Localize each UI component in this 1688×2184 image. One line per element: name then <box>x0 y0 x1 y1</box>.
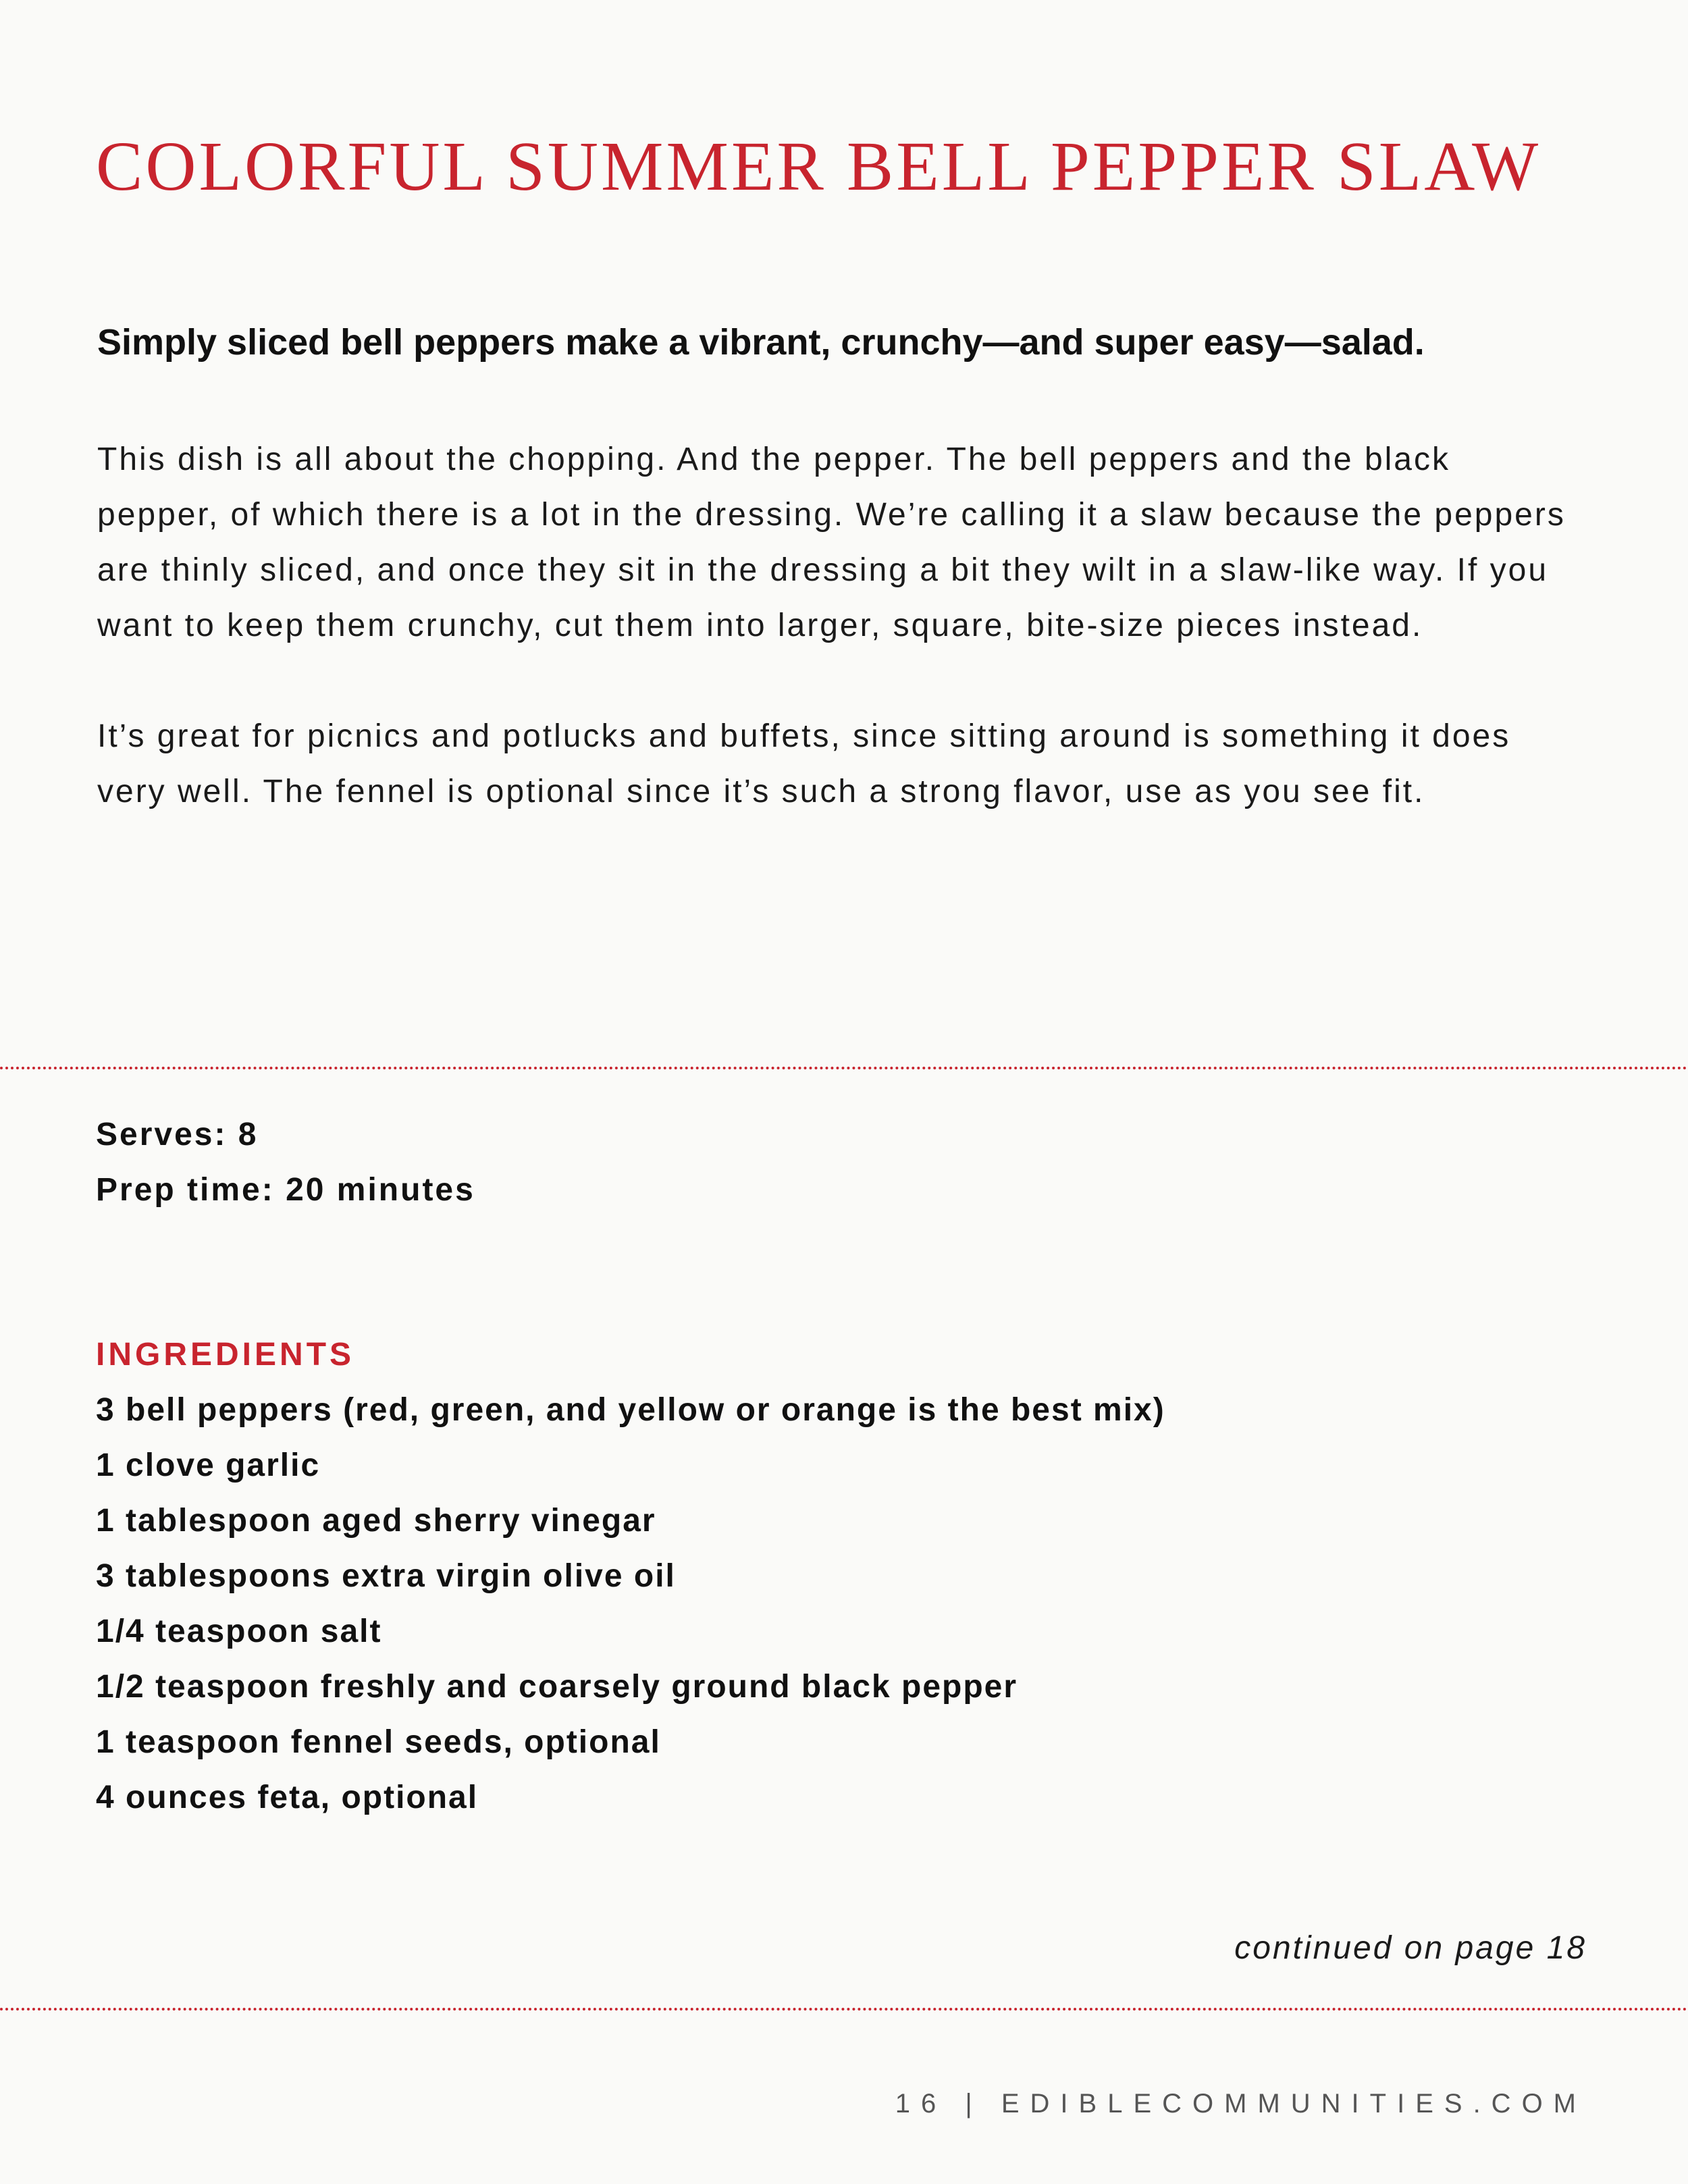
ingredients-section <box>96 1327 1165 1826</box>
ingredient-item: 1 tablespoon aged sherry vinegar <box>96 1503 656 1539</box>
page-number: 16 <box>895 2089 947 2119</box>
ingredient-item: 3 bell peppers (red, green, and yellow or orange is the best mix) <box>96 1392 1165 1428</box>
footer-separator: | <box>965 2089 983 2119</box>
intro-text <box>97 432 1583 875</box>
bottom-divider <box>0 2008 1688 2010</box>
ingredient-item: 3 tablespoons extra virgin olive oil <box>96 1558 676 1594</box>
ingredient-item: 1 clove garlic <box>96 1447 321 1483</box>
recipe-meta <box>96 1107 475 1218</box>
ingredient-item: 4 ounces feta, optional <box>96 1780 479 1815</box>
recipe-subtitle: Simply sliced bell peppers make a vibrant, crunchy—and super easy—salad. <box>97 322 1425 363</box>
top-divider <box>0 1067 1688 1069</box>
prep-time-label: Prep time: 20 minutes <box>96 1172 475 1208</box>
intro-paragraph: This dish is all about the chopping. And the pepper. The bell peppers and the black pepper, of which there is a lot in the dressing. We’re calling it a slaw because the peppers are thinly sliced, and once they sit in the dressing a bit they wilt in a slaw-like way. If you want to keep them crunchy, cut them into larger, square, bite-size pieces instead. <box>97 442 1566 643</box>
continued-link[interactable]: continued on page 18 <box>1234 1930 1587 1966</box>
ingredients-heading: INGREDIENTS <box>96 1337 355 1373</box>
ingredient-item: 1 teaspoon fennel seeds, optional <box>96 1724 661 1760</box>
ingredients-list <box>96 1383 1165 1826</box>
recipe-title: COLORFUL SUMMER BELL PEPPER SLAW <box>96 128 1541 205</box>
intro-paragraph: It’s great for picnics and potlucks and buffets, since sitting around is something it does very well. The fennel is optional since it’s such a strong flavor, use as you see fit. <box>97 718 1511 809</box>
serves-label: Serves: 8 <box>96 1117 259 1152</box>
page-footer <box>895 2089 1587 2119</box>
site-url[interactable]: EDIBLECOMMUNITIES.COM <box>1001 2089 1587 2119</box>
ingredient-item: 1/2 teaspoon freshly and coarsely ground black pepper <box>96 1669 1018 1705</box>
ingredient-item: 1/4 teaspoon salt <box>96 1614 382 1649</box>
